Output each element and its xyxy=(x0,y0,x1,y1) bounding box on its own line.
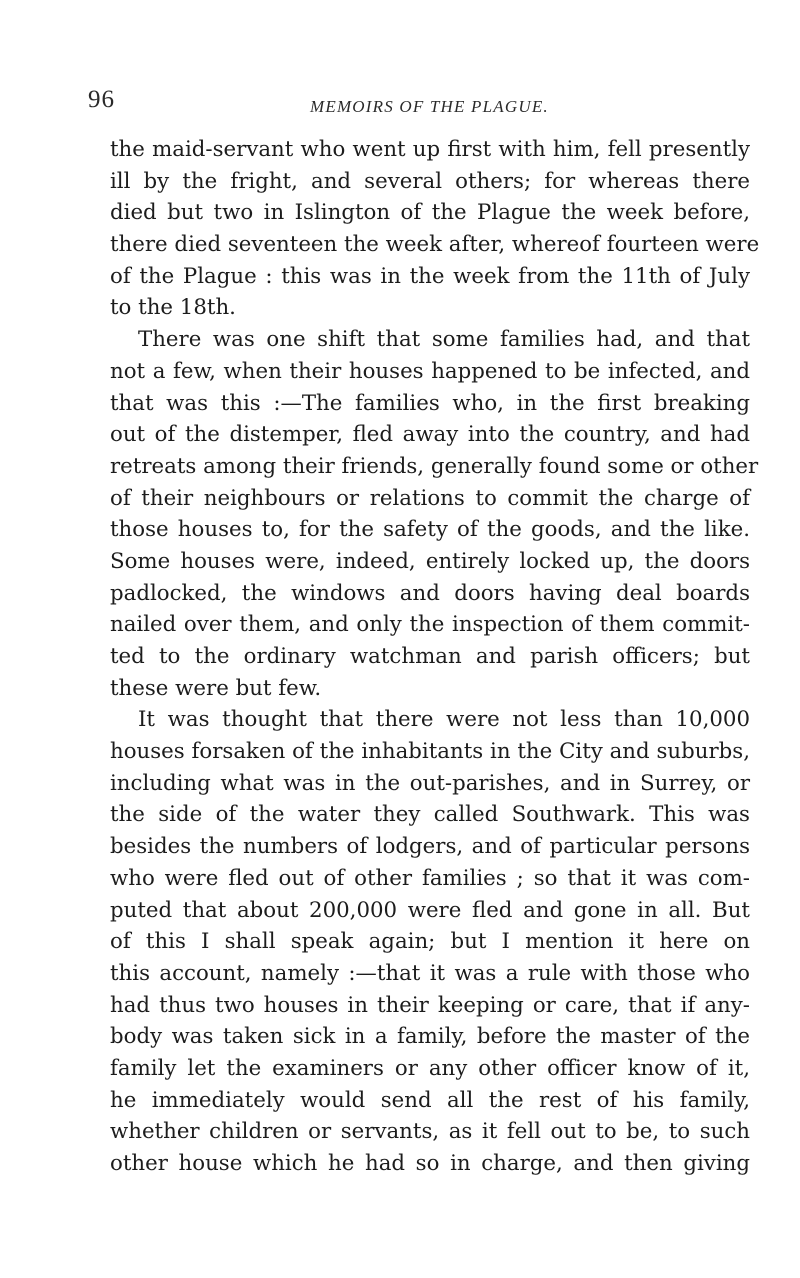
text-line: this account, namely :—that it was a rule with those who xyxy=(110,960,750,986)
text-line: that was this :—The families who, in the first breaking xyxy=(110,390,750,416)
running-head xyxy=(88,86,748,120)
text-line: of their neighbours or relations to commit the charge of xyxy=(110,485,750,511)
text-line: who were fled out of other families ; so that it was com- xyxy=(110,865,750,891)
text-line: of this I shall speak again; but I mention it here on xyxy=(110,929,750,955)
text-line: including what was in the out-parishes, and in Surrey, or xyxy=(110,770,750,796)
text-line: not a few, when their houses happened to be infected, and xyxy=(110,358,750,384)
text-line: ted to the ordinary watchman and parish officers; but xyxy=(110,644,750,669)
page-number: 96 xyxy=(88,86,115,113)
text-line: retreats among their friends, generally found some or other xyxy=(110,453,759,479)
text-line: Some houses were, indeed, entirely locked up, the doors xyxy=(110,548,750,574)
text-line: of the Plague : this was in the week from the 11th of July xyxy=(110,263,750,289)
text-line: died but two in Islington of the Plague the week before, xyxy=(110,200,750,226)
text-line: other house which he had so in charge, and then giving xyxy=(110,1151,750,1176)
body-text xyxy=(110,134,760,1180)
text-line: to the 18th. xyxy=(110,295,236,321)
text-line: whether children or servants, as it fell out to be, to such xyxy=(110,1119,750,1145)
text-line: family let the examiners or any other officer know of it, xyxy=(110,1055,750,1081)
running-title: MEMOIRS OF THE PLAGUE. xyxy=(310,97,549,116)
text-line: the side of the water they called Southwark. This was xyxy=(110,802,750,828)
text-line: out of the distemper, fled away into the country, and had xyxy=(110,422,750,448)
text-line: there died seventeen the week after, whereof fourteen were xyxy=(110,232,760,258)
text-line: besides the numbers of lodgers, and of particular persons xyxy=(110,834,750,860)
text-line: body was taken sick in a family, before the master of the xyxy=(110,1024,750,1050)
text-line: he immediately would send all the rest of his family, xyxy=(110,1087,750,1113)
text-line: padlocked, the windows and doors having deal boards xyxy=(110,580,750,606)
text-line: There was one shift that some families had, and that xyxy=(138,327,750,353)
text-line: these were but few. xyxy=(110,675,322,701)
text-line: houses forsaken of the inhabitants in the City and suburbs, xyxy=(110,739,750,765)
text-line: those houses to, for the safety of the goods, and the like. xyxy=(110,517,750,543)
text-line: puted that about 200,000 were fled and gone in all. But xyxy=(110,897,750,923)
text-line: had thus two houses in their keeping or care, that if any- xyxy=(110,992,750,1018)
text-line: It was thought that there were not less than 10,000 xyxy=(138,707,750,733)
text-line: ill by the fright, and several others; for whereas there xyxy=(110,168,750,194)
text-line: the maid-servant who went up first with him, fell presently xyxy=(110,137,750,162)
text-line: nailed over them, and only the inspection of them commit- xyxy=(110,612,750,638)
